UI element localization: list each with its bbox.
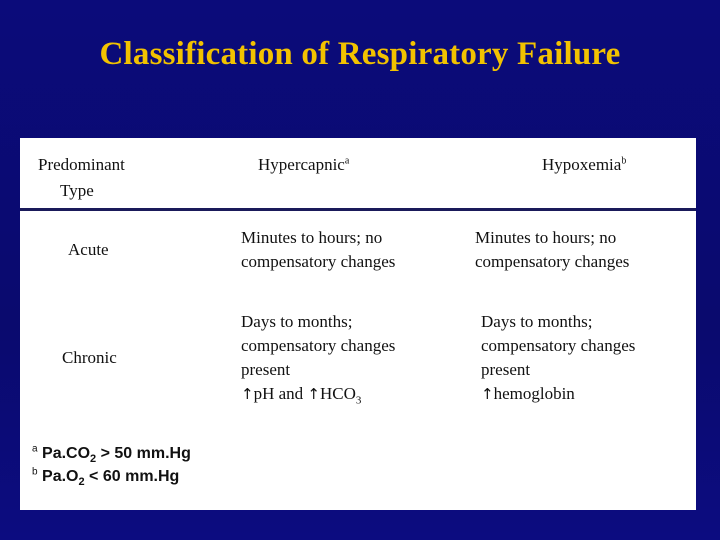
header-divider — [20, 208, 696, 211]
row-chronic-type: Chronic — [62, 348, 117, 367]
footnote-a: $^a$ $Pa.CO_2 > 50$ mm.Hg — [32, 443, 191, 466]
slide-title: Classification of Respiratory Failure — [99, 36, 621, 72]
header-hypoxemia: Hypoxemia$^b$ — [542, 155, 627, 174]
row-acute-type: Acute — [68, 240, 109, 259]
arrow-up-icon: ↑ — [481, 385, 494, 403]
row-acute-hypercapnic: Minutes to hours; no compensatory changes — [241, 228, 396, 271]
arrow-up-icon: ↑ — [307, 385, 320, 403]
row-chronic-hypercapnic: Days to months; compensatory changes present ↑pH and $↑HCO_3$ — [241, 312, 396, 407]
classification-table — [20, 138, 696, 510]
footnote-b: $^b$ $Pa.O_2 < 60$ mm.Hg — [32, 466, 180, 489]
row-chronic-hypoxemia: Days to months; compensatory changes present ↑hemoglobin — [481, 312, 636, 403]
footnotes — [32, 442, 191, 488]
header-hypercapnic: Hypercapnic$^a$ — [258, 155, 350, 174]
header-predominant-type: Predominant Type — [38, 155, 125, 200]
arrow-up-icon: ↑ — [241, 385, 254, 403]
row-acute-hypoxemia: Minutes to hours; no compensatory changes — [475, 228, 630, 271]
